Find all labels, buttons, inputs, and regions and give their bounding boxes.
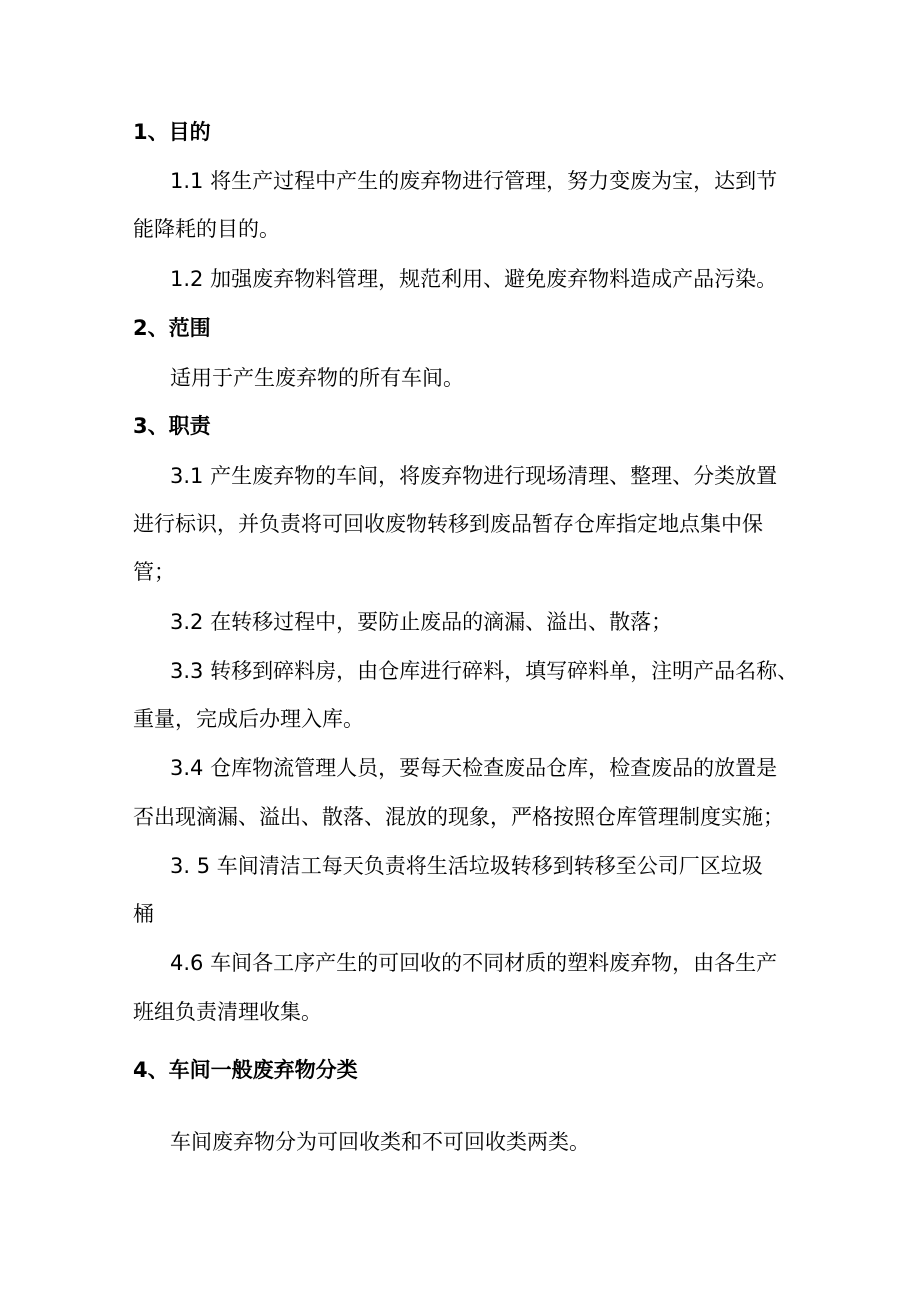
section-3-paragraph-1-line-1: 3.1 产生废弃物的车间，将废弃物进行现场清理、整理、分类放置 [170,464,778,488]
section-3-paragraph-5-line-2: 桶 [133,902,154,926]
section-3-paragraph-3-line-2: 重量，完成后办理入库。 [133,707,364,731]
section-1-paragraph-1-line-1: 1.1 将生产过程中产生的废弃物进行管理，努力变废为宝，达到节 [170,169,778,193]
section-4-paragraph-1-line-1: 车间废弃物分为可回收类和不可回收类两类。 [170,1130,590,1154]
section-3-paragraph-1-line-3: 管； [133,560,175,584]
section-3-paragraph-1-line-2: 进行标识，并负责将可回收废物转移到废品暂存仓库指定地点集中保 [133,512,763,536]
section-3-paragraph-4-line-2: 否出现滴漏、溢出、散落、混放的现象，严格按照仓库管理制度实施； [133,805,784,829]
section-3-heading: 3、职责 [133,414,211,438]
section-4-heading: 4、车间一般废弃物分类 [133,1058,358,1082]
section-3-paragraph-5-line-1: 3. 5 车间清洁工每天负责将生活垃圾转移到转移至公司厂区垃圾 [170,854,763,878]
section-3-paragraph-6-line-2: 班组负责清理收集。 [133,1000,322,1024]
section-2-paragraph-1-line-1: 适用于产生废弃物的所有车间。 [170,366,464,390]
section-1-paragraph-2-line-1: 1.2 加强废弃物料管理，规范利用、避免废弃物料造成产品污染。 [170,267,778,291]
section-3-paragraph-6-line-1: 4.6 车间各工序产生的可回收的不同材质的塑料废弃物，由各生产 [170,951,778,975]
section-3-paragraph-3-line-1: 3.3 转移到碎料房，由仓库进行碎料，填写碎料单，注明产品名称、 [170,659,799,683]
section-3-paragraph-2-line-1: 3.2 在转移过程中，要防止废品的滴漏、溢出、散落； [170,610,673,634]
section-1-heading: 1、目的 [133,120,211,144]
section-1-paragraph-1-line-2: 能降耗的目的。 [133,217,280,241]
section-3-paragraph-4-line-1: 3.4 仓库物流管理人员，要每天检查废品仓库，检查废品的放置是 [170,756,778,780]
section-2-heading: 2、范围 [133,316,211,340]
